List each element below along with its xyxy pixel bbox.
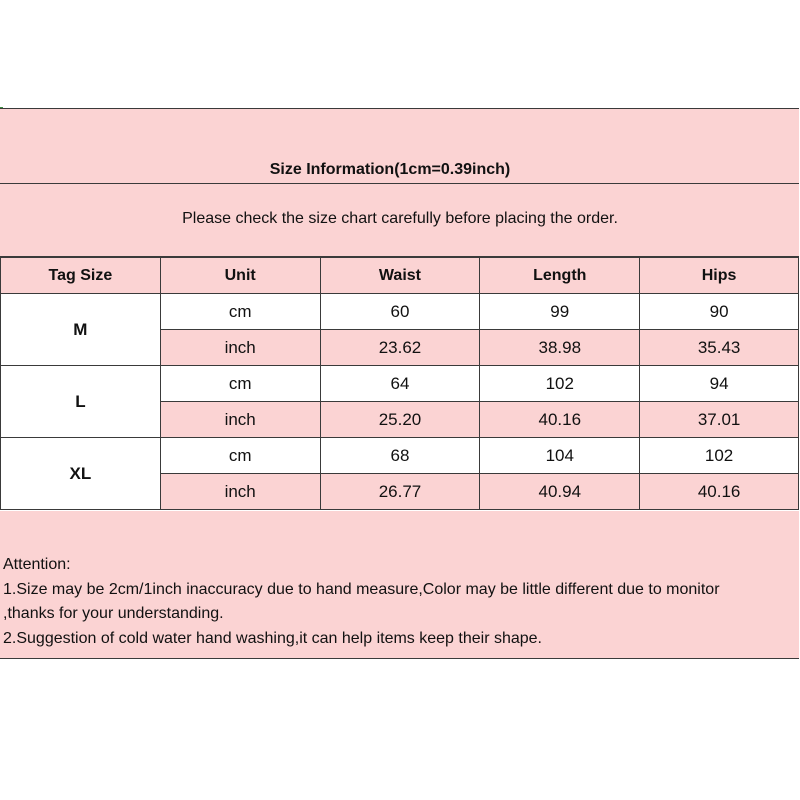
unit-cell: cm [160, 366, 320, 402]
length-cell: 40.94 [480, 474, 640, 510]
unit-cell: inch [160, 402, 320, 438]
length-cell: 40.16 [480, 402, 640, 438]
size-chart-sheet [0, 108, 799, 659]
header-waist: Waist [320, 258, 480, 294]
attention-line: 1.Size may be 2cm/1inch inaccuracy due to hand measure,Color may be little different due to monitor [3, 580, 720, 598]
unit-cell: inch [160, 474, 320, 510]
notice-band [0, 184, 799, 257]
hips-cell: 90 [640, 294, 799, 330]
length-cell: 38.98 [480, 330, 640, 366]
size-chart-title: Size Information(1cm=0.39inch) [269, 161, 511, 178]
header-unit: Unit [160, 258, 320, 294]
hips-cell: 35.43 [640, 330, 799, 366]
table-row [1, 294, 799, 330]
attention-line: 2.Suggestion of cold water hand washing,it can help items keep their shape. [3, 629, 542, 647]
unit-cell: inch [160, 330, 320, 366]
hips-cell: 37.01 [640, 402, 799, 438]
hips-cell: 40.16 [640, 474, 799, 510]
tag-size-cell: XL [1, 438, 161, 510]
waist-cell: 64 [320, 366, 480, 402]
table-row [1, 366, 799, 402]
header-hips: Hips [640, 258, 799, 294]
size-table [0, 257, 799, 510]
length-cell: 99 [480, 294, 640, 330]
length-cell: 104 [480, 438, 640, 474]
unit-cell: cm [160, 438, 320, 474]
header-length: Length [480, 258, 640, 294]
waist-cell: 68 [320, 438, 480, 474]
table-row [1, 438, 799, 474]
size-notice: Please check the size chart carefully before placing the order. [182, 210, 618, 227]
tag-size-cell: M [1, 294, 161, 366]
attention-notes [0, 553, 799, 658]
waist-cell: 23.62 [320, 330, 480, 366]
table-header-row [1, 258, 799, 294]
title-band [0, 109, 799, 184]
waist-cell: 25.20 [320, 402, 480, 438]
spacer-band [0, 511, 799, 553]
tag-size-cell: L [1, 366, 161, 438]
attention-line: ,thanks for your understanding. [3, 605, 224, 622]
waist-cell: 26.77 [320, 474, 480, 510]
length-cell: 102 [480, 366, 640, 402]
header-tag-size: Tag Size [1, 258, 161, 294]
waist-cell: 60 [320, 294, 480, 330]
hips-cell: 102 [640, 438, 799, 474]
attention-heading: Attention: [3, 556, 71, 573]
unit-cell: cm [160, 294, 320, 330]
hips-cell: 94 [640, 366, 799, 402]
